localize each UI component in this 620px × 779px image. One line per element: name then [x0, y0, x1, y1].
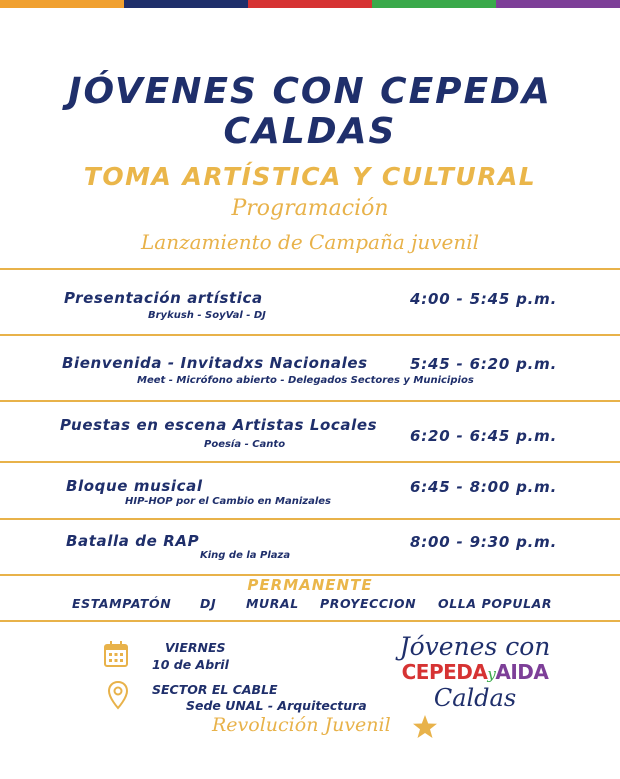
- stripe-orange: [0, 0, 124, 8]
- location-pin-icon: [107, 680, 129, 710]
- event-title: Batalla de RAP: [66, 532, 200, 550]
- event-details: King de la Plaza: [200, 550, 291, 561]
- divider: [0, 268, 620, 270]
- event-venue: Sede UNAL - Arquitectura: [186, 698, 367, 713]
- stripe-red: [248, 0, 372, 8]
- title-line-2: CALDAS: [223, 111, 397, 152]
- event-time: 8:00 - 9:30 p.m.: [410, 533, 558, 551]
- divider: [0, 461, 620, 463]
- event-day: VIERNES: [165, 640, 226, 655]
- event-title: Presentación artística: [64, 289, 263, 307]
- event-title: Puestas en escena Artistas Locales: [60, 416, 378, 434]
- event-title: Bloque musical: [66, 477, 203, 495]
- lanzamiento-heading: Lanzamiento de Campaña juvenil: [140, 230, 480, 254]
- top-color-stripe: [0, 0, 620, 8]
- event-time: 6:20 - 6:45 p.m.: [410, 427, 558, 445]
- calendar-icon: [103, 640, 129, 668]
- divider: [0, 620, 620, 622]
- divider: [0, 334, 620, 336]
- permanente-item: PROYECCION: [320, 596, 417, 611]
- event-date: 10 de Abril: [152, 657, 229, 672]
- title-line-1: JÓVENES CON CEPEDA: [68, 71, 552, 112]
- slogan: Revolución Juvenil: [212, 714, 391, 736]
- event-time: 4:00 - 5:45 p.m.: [410, 290, 558, 308]
- event-place: SECTOR EL CABLE: [152, 682, 278, 697]
- event-details: Brykush - SoyVal - DJ: [148, 310, 266, 321]
- permanente-item: MURAL: [246, 596, 299, 611]
- subtitle: TOMA ARTÍSTICA Y CULTURAL: [83, 162, 537, 191]
- logo-line-1: Jóvenes con: [399, 632, 551, 661]
- divider: [0, 400, 620, 402]
- event-details: Poesía - Canto: [204, 439, 286, 450]
- permanente-items: [0, 596, 620, 614]
- stripe-purple: [496, 0, 620, 8]
- event-title: Bienvenida - Invitadxs Nacionales: [62, 354, 368, 372]
- event-details: Meet - Micrófono abierto - Delegados Sectores y Municipios: [137, 375, 474, 386]
- logo-y: y: [487, 665, 496, 683]
- event-details: HIP-HOP por el Cambio en Manizales: [125, 496, 332, 507]
- logo-aida: AIDA: [495, 660, 549, 684]
- logo-line-3: Caldas: [433, 684, 517, 712]
- permanente-item: ESTAMPATÓN: [72, 596, 172, 611]
- stripe-navy: [124, 0, 248, 8]
- event-time: 6:45 - 8:00 p.m.: [410, 478, 558, 496]
- star-icon: [412, 714, 438, 740]
- permanente-item: DJ: [200, 596, 217, 611]
- event-time: 5:45 - 6:20 p.m.: [410, 355, 558, 373]
- permanente-title: PERMANENTE: [247, 576, 373, 594]
- stripe-green: [372, 0, 496, 8]
- divider: [0, 518, 620, 520]
- logo-names: [390, 660, 560, 684]
- permanente-item: OLLA POPULAR: [438, 596, 553, 611]
- logo-cepeda: CEPEDA: [401, 660, 488, 684]
- programacion-heading: Programación: [231, 196, 389, 221]
